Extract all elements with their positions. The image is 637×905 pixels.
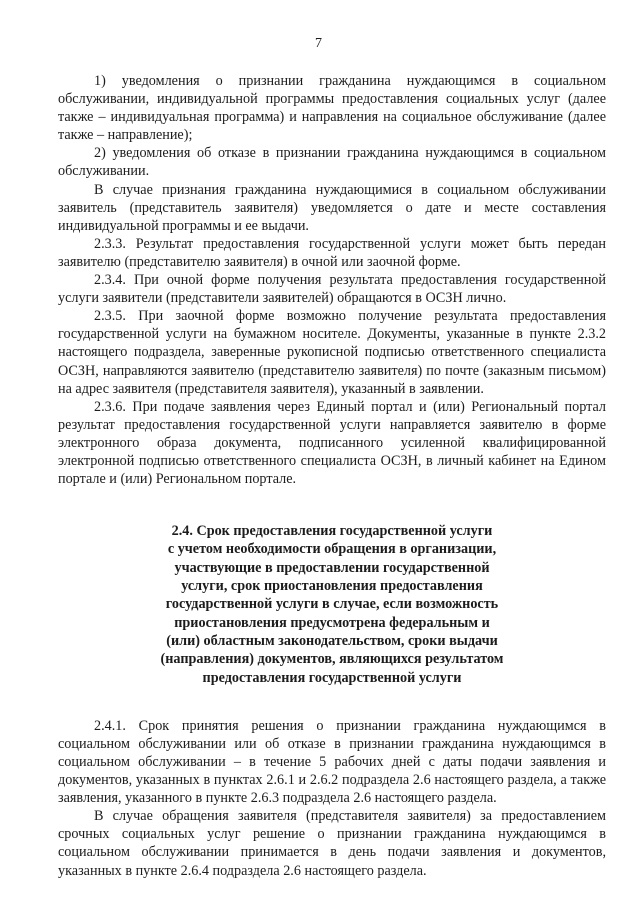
heading-line: участвующие в предоставлении государственной (174, 559, 490, 576)
paragraph-2-3-4: 2.3.4. При очной форме получения результата предоставления государственной услуги заявители (представители заявителей) обращаются в ОСЗН лично. (58, 272, 606, 307)
paragraph-notice-refusal: 2) уведомления об отказе в признании гражданина нуждающимся в социальном обслуживании. (58, 145, 606, 180)
page-number: 7 (315, 36, 322, 51)
paragraph-2-3-3: 2.3.3. Результат предоставления государственной услуги может быть передан заявителю (представителю заявителя) в очной или заочной форме. (58, 235, 606, 270)
paragraph-2-3-6: 2.3.6. При подаче заявления через Единый портал и (или) Региональный портал результат предоставления государственной услуги направляется заявителю в форме электронного образа документа, подписанного усиленной квалифицированной электронной подписью ответственного специалиста ОСЗН, в личный кабинет на Едином портале и (или) Региональном портале. (58, 398, 606, 488)
heading-line: с учетом необходимости обращения в организации, (167, 541, 497, 558)
heading-line: (или) областным законодательством, сроки выдачи (166, 632, 498, 649)
paragraph-notice-recognition: 1) уведомления о признании гражданина нуждающимся в социальном обслуживании, индивидуальной программы предоставления социальных услуг (далее также – индивидуальная программа) и направления на социальное обслуживание (далее также – направление); (58, 73, 606, 144)
heading-line: услуги, срок приостановления предоставления (181, 578, 483, 595)
heading-line: государственной услуги в случае, если возможность (165, 596, 499, 613)
heading-line: 2.4. Срок предоставления государственной услуги (171, 523, 493, 540)
document-body (58, 72, 606, 880)
paragraph-recognition-case: В случае признания гражданина нуждающимися в социальном обслуживании заявитель (представитель заявителя) уведомляется о дате и месте составления индивидуальной программы и ее выдачи. (58, 181, 606, 234)
paragraph-2-4-1: 2.4.1. Срок принятия решения о признании гражданина нуждающимся в социальном обслуживании или об отказе в признании гражданина нуждающимся в социальном обслуживании – в течение 5 рабочих дней с даты подачи заявления и документов, указанных в пунктах 2.6.1 и 2.6.2 подраздела 2.6 настоящего раздела, а также заявления, указанного в пункте 2.6.3 подраздела 2.6 настоящего раздела. (58, 717, 606, 807)
section-heading-2-4 (58, 522, 606, 687)
heading-line: предоставления государственной услуги (202, 669, 462, 686)
heading-line: приостановления предусмотрена федеральным и (174, 614, 490, 631)
heading-line: (направления) документов, являющихся результатом (160, 651, 504, 668)
paragraph-2-3-5: 2.3.5. При заочной форме возможно получение результата предоставления государственной услуги на бумажном носителе. Документы, указанные в пункте 2.3.2 настоящего подраздела, заверенные рукописной подписью ответственного специалиста ОСЗН, направляются заявителю (представителю заявителя) по почте (заказным письмом) на адрес заявителя (представителя заявителя), указанный в заявлении. (58, 308, 606, 397)
paragraph-urgent-services: В случае обращения заявителя (представителя заявителя) за предоставлением срочных социальных услуг решение о признании гражданина нуждающимся в социальном обслуживании принимается в день подачи заявления и документов, указанных в пункте 2.6.4 подраздела 2.6 настоящего раздела. (58, 808, 606, 879)
